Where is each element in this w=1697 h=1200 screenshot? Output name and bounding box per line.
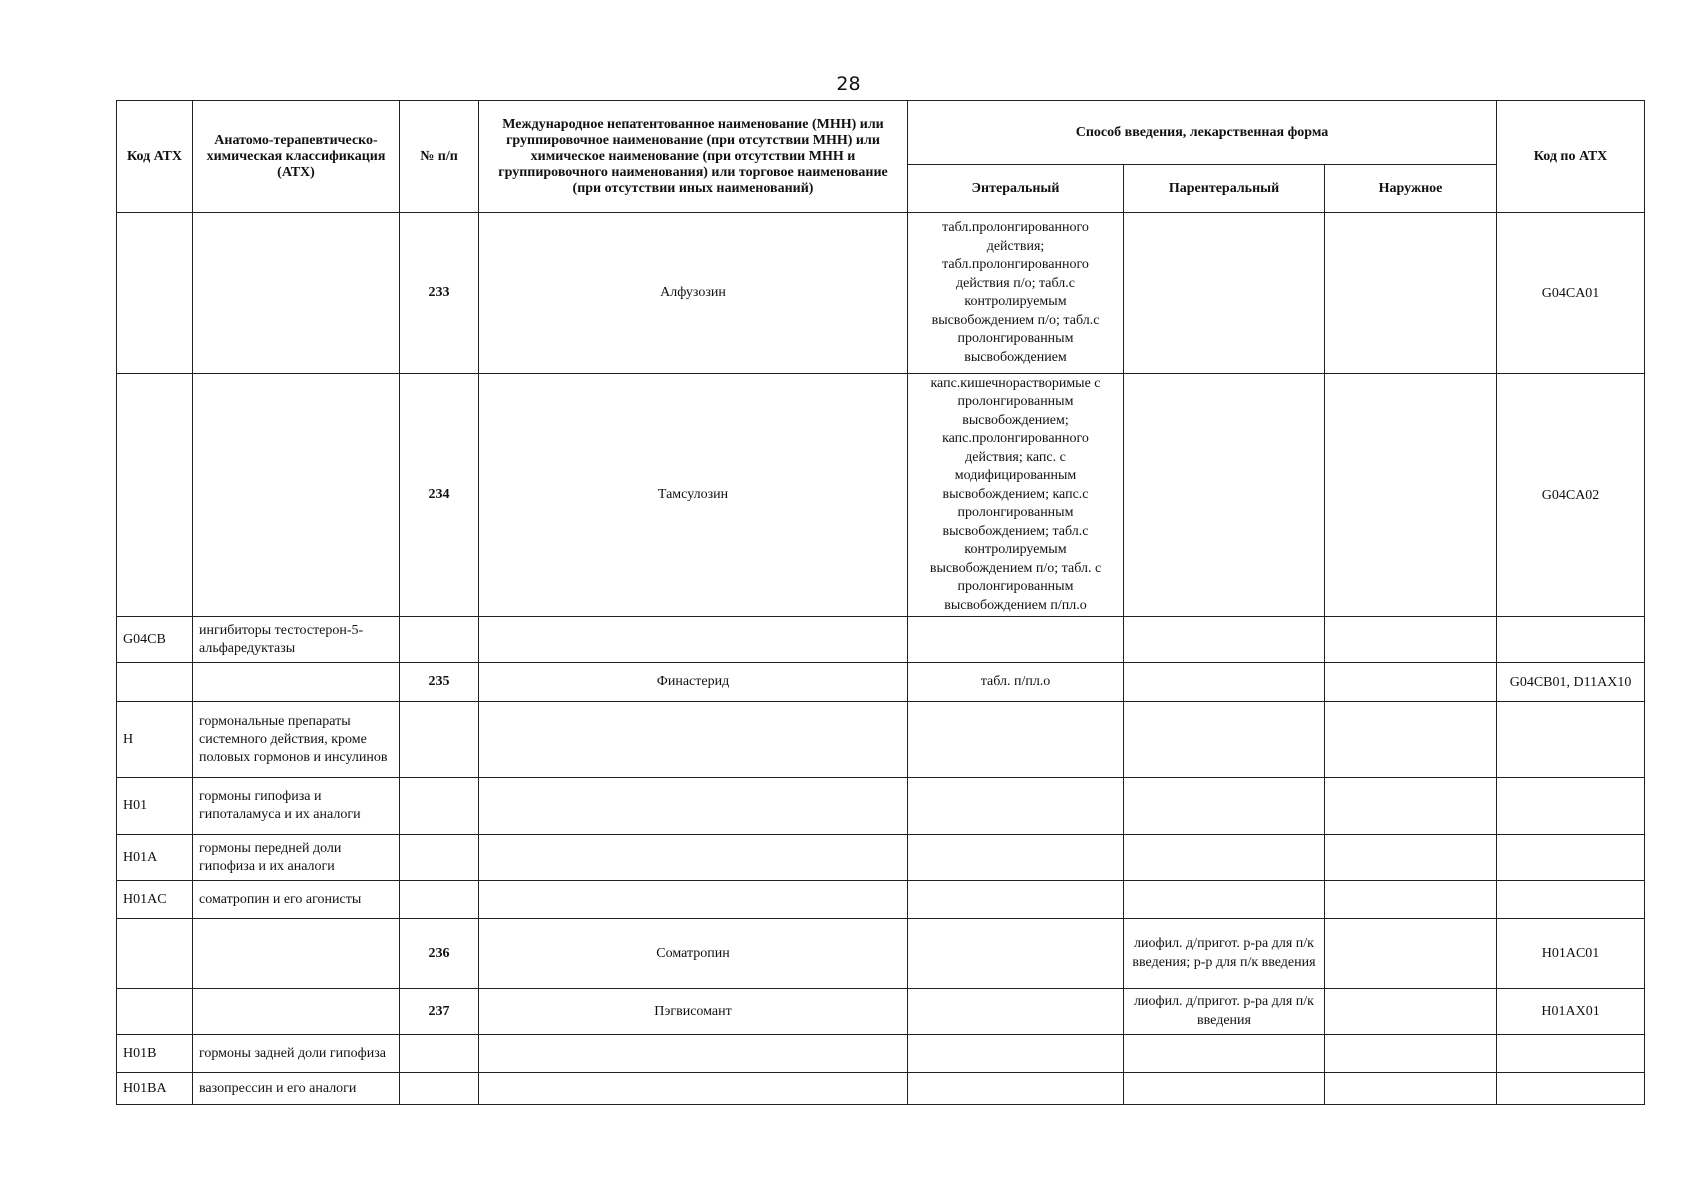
cell-enteral: табл.пролонгированного действия; табл.пролонгированного действия п/о; табл.с контролируемым высвобождением п/о; табл.с пролонгированным высвобождением <box>908 213 1124 374</box>
cell-enteral <box>908 1073 1124 1105</box>
cell-enteral <box>908 617 1124 663</box>
cell-name <box>479 1035 908 1073</box>
cell-atc-code <box>1497 881 1645 919</box>
cell-classification <box>193 989 400 1035</box>
cell-classification: вазопрессин и его аналоги <box>193 1073 400 1105</box>
cell-parenteral: лиофил. д/пригот. р-ра для п/к введения <box>1124 989 1325 1035</box>
cell-parenteral <box>1124 1035 1325 1073</box>
cell-parenteral <box>1124 778 1325 835</box>
cell-parenteral <box>1124 617 1325 663</box>
cell-number: 235 <box>400 663 479 702</box>
cell-enteral <box>908 989 1124 1035</box>
cell-classification: гормональные препараты системного действия, кроме половых гормонов и инсулинов <box>193 702 400 778</box>
cell-parenteral: лиофил. д/пригот. р-ра для п/к введения; р-р для п/к введения <box>1124 919 1325 989</box>
header-number: № п/п <box>400 101 479 213</box>
cell-name: Пэгвисомант <box>479 989 908 1035</box>
cell-code: H01 <box>117 778 193 835</box>
cell-external <box>1325 835 1497 881</box>
table-row <box>117 835 1645 881</box>
cell-external <box>1325 213 1497 374</box>
cell-number <box>400 702 479 778</box>
cell-name <box>479 1073 908 1105</box>
cell-atc-code: G04CA02 <box>1497 374 1645 617</box>
cell-enteral <box>908 835 1124 881</box>
header-external: Наружное <box>1325 165 1497 213</box>
cell-classification <box>193 663 400 702</box>
cell-code <box>117 374 193 617</box>
cell-classification: гормоны задней доли гипофиза <box>193 1035 400 1073</box>
cell-code: H01BA <box>117 1073 193 1105</box>
cell-parenteral <box>1124 374 1325 617</box>
cell-number <box>400 1035 479 1073</box>
cell-name <box>479 778 908 835</box>
cell-code: H01A <box>117 835 193 881</box>
cell-enteral <box>908 702 1124 778</box>
cell-name <box>479 835 908 881</box>
cell-code <box>117 663 193 702</box>
table-row <box>117 989 1645 1035</box>
cell-enteral <box>908 778 1124 835</box>
table-row <box>117 778 1645 835</box>
cell-external <box>1325 702 1497 778</box>
cell-external <box>1325 881 1497 919</box>
cell-number: 236 <box>400 919 479 989</box>
cell-atc-code <box>1497 1035 1645 1073</box>
cell-classification <box>193 919 400 989</box>
cell-external <box>1325 989 1497 1035</box>
cell-parenteral <box>1124 881 1325 919</box>
header-parenteral: Парентеральный <box>1124 165 1325 213</box>
cell-number <box>400 835 479 881</box>
cell-enteral: капс.кишечнорастворимые с пролонгированным высвобождением; капс.пролонгированного действия; капс. с модифицированным высвобождением; капс.с пролонгированным высвобождением; табл.с контролируемым высвобождением п/о; табл. с пролонгированным высвобождением п/пл.о <box>908 374 1124 617</box>
cell-number <box>400 1073 479 1105</box>
cell-external <box>1325 374 1497 617</box>
cell-number <box>400 778 479 835</box>
cell-name <box>479 881 908 919</box>
header-name: Международное непатентованное наименование (МНН) или группировочное наименование (при отсутствии МНН) или химическое наименование (при отсутствии МНН и группировочного наименования) или торговое наименование (при отсутствии иных наименований) <box>479 101 908 213</box>
cell-parenteral <box>1124 835 1325 881</box>
cell-atc-code <box>1497 702 1645 778</box>
cell-enteral <box>908 1035 1124 1073</box>
cell-enteral <box>908 881 1124 919</box>
cell-number: 233 <box>400 213 479 374</box>
table-header <box>117 101 1645 213</box>
cell-atc-code <box>1497 835 1645 881</box>
table-row <box>117 919 1645 989</box>
cell-atc-code: H01AC01 <box>1497 919 1645 989</box>
cell-number <box>400 617 479 663</box>
cell-external <box>1325 778 1497 835</box>
cell-parenteral <box>1124 1073 1325 1105</box>
cell-code <box>117 213 193 374</box>
cell-code: H01AC <box>117 881 193 919</box>
table-row <box>117 213 1645 374</box>
cell-classification: ингибиторы тестостерон-5-альфаредуктазы <box>193 617 400 663</box>
cell-enteral <box>908 919 1124 989</box>
header-enteral: Энтеральный <box>908 165 1124 213</box>
cell-external <box>1325 617 1497 663</box>
cell-atc-code <box>1497 617 1645 663</box>
table-row <box>117 663 1645 702</box>
cell-code: G04CB <box>117 617 193 663</box>
cell-code: H01B <box>117 1035 193 1073</box>
cell-name <box>479 617 908 663</box>
cell-parenteral <box>1124 663 1325 702</box>
header-route-group: Способ введения, лекарственная форма <box>908 101 1497 165</box>
header-atc-code: Код по АТХ <box>1497 101 1645 213</box>
cell-parenteral <box>1124 213 1325 374</box>
cell-classification <box>193 213 400 374</box>
cell-classification <box>193 374 400 617</box>
cell-atc-code <box>1497 778 1645 835</box>
table-row <box>117 1035 1645 1073</box>
cell-name <box>479 702 908 778</box>
cell-atc-code: H01AX01 <box>1497 989 1645 1035</box>
cell-classification: гормоны гипофиза и гипоталамуса и их аналоги <box>193 778 400 835</box>
cell-number: 237 <box>400 989 479 1035</box>
table-row <box>117 374 1645 617</box>
table-row <box>117 617 1645 663</box>
cell-external <box>1325 1073 1497 1105</box>
cell-code: H <box>117 702 193 778</box>
table-body <box>117 213 1645 1105</box>
cell-atc-code <box>1497 1073 1645 1105</box>
cell-enteral: табл. п/пл.о <box>908 663 1124 702</box>
table-row <box>117 1073 1645 1105</box>
cell-number: 234 <box>400 374 479 617</box>
atc-table <box>116 100 1645 1105</box>
cell-external <box>1325 663 1497 702</box>
cell-name: Алфузозин <box>479 213 908 374</box>
page-number: 28 <box>836 73 861 95</box>
table-row <box>117 881 1645 919</box>
cell-code <box>117 989 193 1035</box>
cell-name: Тамсулозин <box>479 374 908 617</box>
cell-name: Соматропин <box>479 919 908 989</box>
cell-code <box>117 919 193 989</box>
cell-external <box>1325 919 1497 989</box>
header-classification: Анатомо-терапевтическо-химическая классификация (АТХ) <box>193 101 400 213</box>
cell-atc-code: G04CB01, D11AX10 <box>1497 663 1645 702</box>
cell-external <box>1325 1035 1497 1073</box>
cell-number <box>400 881 479 919</box>
cell-atc-code: G04CA01 <box>1497 213 1645 374</box>
table-row <box>117 702 1645 778</box>
header-code: Код АТХ <box>117 101 193 213</box>
cell-classification: гормоны передней доли гипофиза и их аналоги <box>193 835 400 881</box>
cell-parenteral <box>1124 702 1325 778</box>
cell-name: Финастерид <box>479 663 908 702</box>
cell-classification: соматропин и его агонисты <box>193 881 400 919</box>
